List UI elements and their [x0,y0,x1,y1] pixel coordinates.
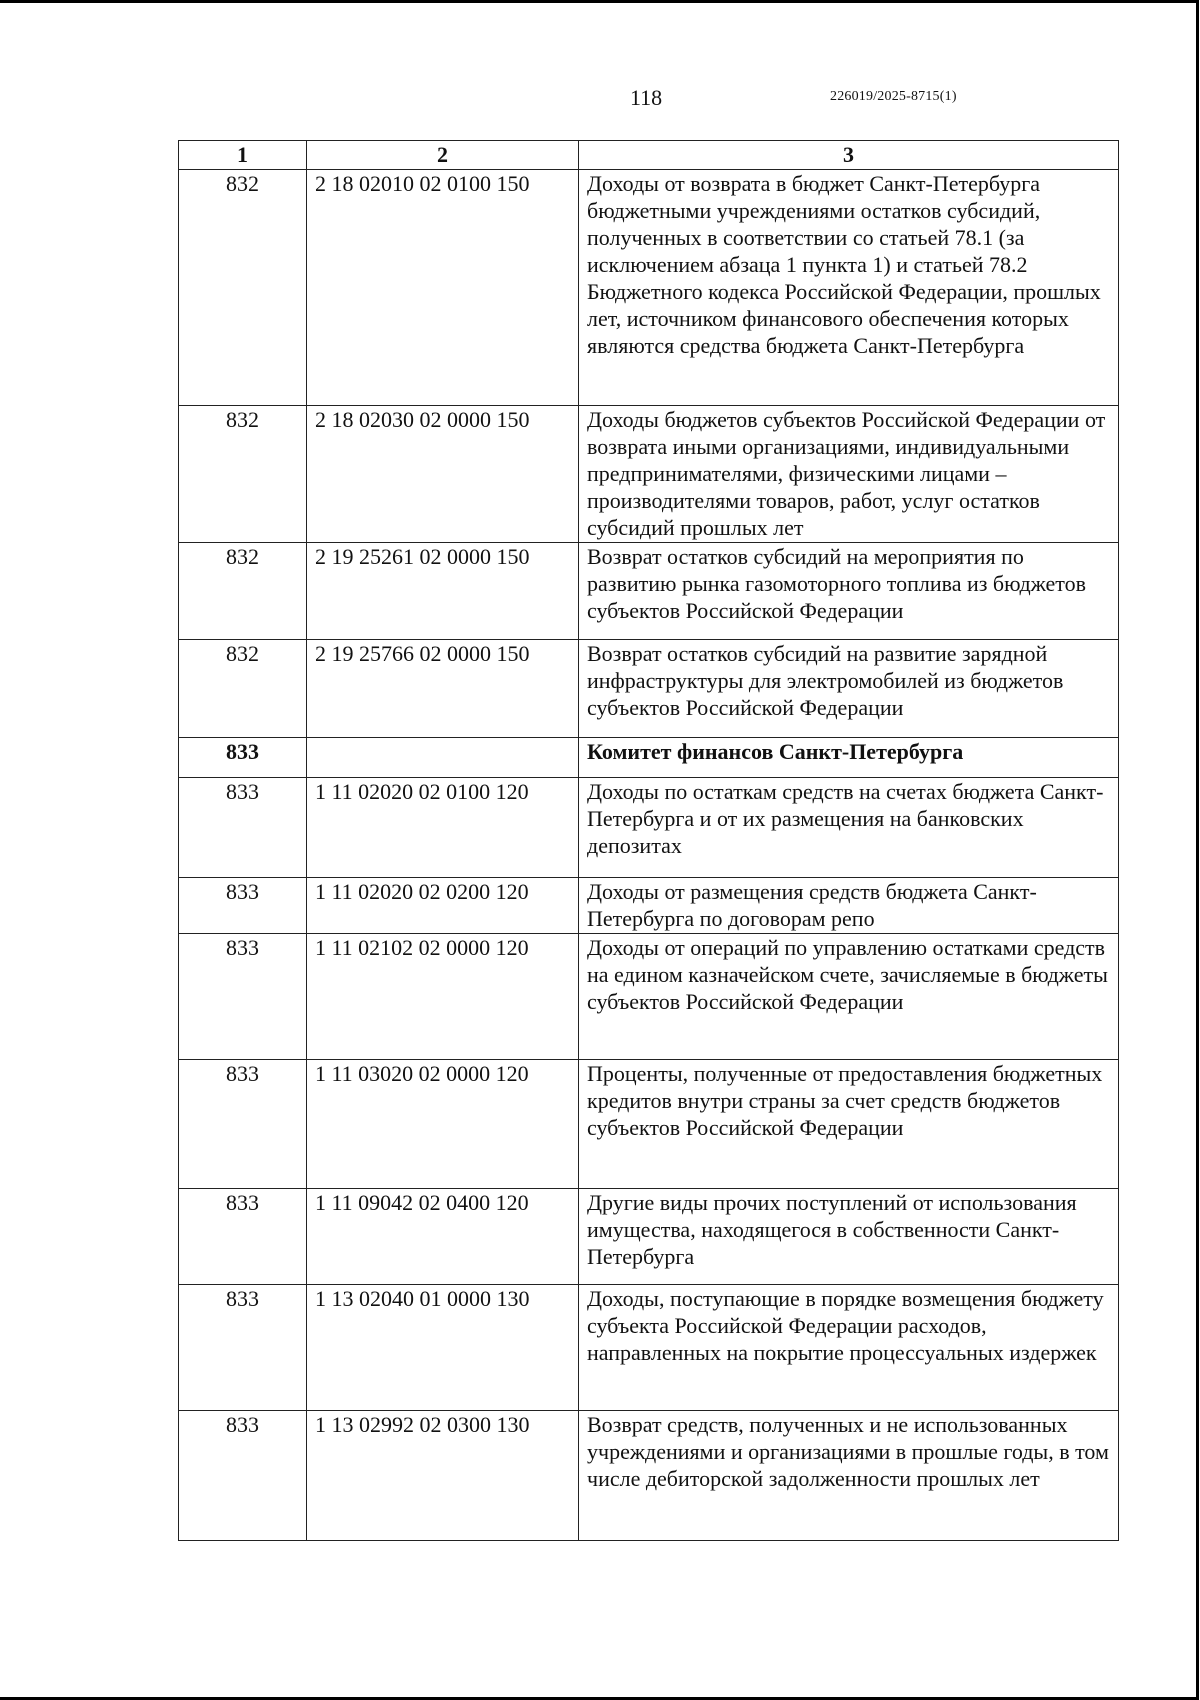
cell-budget-code: 1 13 02040 01 0000 130 [307,1285,579,1411]
cell-admin-code: 833 [179,1285,307,1411]
cell-admin-code: 832 [179,170,307,406]
cell-budget-code: 2 18 02010 02 0100 150 [307,170,579,406]
cell-budget-code: 1 11 02020 02 0200 120 [307,878,579,934]
cell-description: Возврат остатков субсидий на развитие зарядной инфраструктуры для электромобилей из бюджетов субъектов Российской Федерации [579,640,1119,738]
table-row [179,170,1119,406]
cell-description: Доходы по остаткам средств на счетах бюджета Санкт-Петербурга и от их размещения на банковских депозитах [579,778,1119,878]
table-row [179,640,1119,738]
cell-description: Доходы от размещения средств бюджета Санкт-Петербурга по договорам репо [579,878,1119,934]
cell-admin-code: 833 [179,1060,307,1189]
cell-admin-code: 833 [179,878,307,934]
cell-admin-code: 832 [179,543,307,640]
cell-budget-code: 1 11 02102 02 0000 120 [307,934,579,1060]
cell-budget-code: 2 19 25261 02 0000 150 [307,543,579,640]
table-row [179,406,1119,543]
cell-budget-code: 1 13 02992 02 0300 130 [307,1411,579,1541]
column-header-1: 1 [179,141,307,170]
column-header-3: 3 [579,141,1119,170]
table-header-row [179,141,1119,170]
cell-admin-code: 832 [179,640,307,738]
cell-description: Возврат средств, полученных и не использованных учреждениями и организациями в прошлые годы, в том числе дебиторской задолженности прошлых лет [579,1411,1119,1541]
table-row-section-heading [179,738,1119,778]
cell-budget-code: 2 19 25766 02 0000 150 [307,640,579,738]
table-row [179,1189,1119,1285]
cell-budget-code [307,738,579,778]
table-row [179,543,1119,640]
document-id: 226019/2025-8715(1) [830,89,957,104]
column-header-2: 2 [307,141,579,170]
table-row [179,1411,1119,1541]
table-row [179,1285,1119,1411]
cell-description: Другие виды прочих поступлений от использования имущества, находящегося в собственности Санкт-Петербурга [579,1189,1119,1285]
cell-admin-code: 833 [179,738,307,778]
table-row [179,934,1119,1060]
cell-admin-code: 833 [179,934,307,1060]
cell-admin-code: 833 [179,1411,307,1541]
cell-description: Проценты, полученные от предоставления бюджетных кредитов внутри страны за счет средств бюджетов субъектов Российской Федерации [579,1060,1119,1189]
cell-budget-code: 2 18 02030 02 0000 150 [307,406,579,543]
cell-admin-code: 833 [179,778,307,878]
cell-section-title: Комитет финансов Санкт-Петербурга [579,738,1119,778]
table-row [179,778,1119,878]
cell-budget-code: 1 11 02020 02 0100 120 [307,778,579,878]
cell-description: Возврат остатков субсидий на мероприятия по развитию рынка газомоторного топлива из бюджетов субъектов Российской Федерации [579,543,1119,640]
table-row [179,1060,1119,1189]
cell-description: Доходы бюджетов субъектов Российской Федерации от возврата иными организациями, индивидуальными предпринимателями, физическими лицами – производителями товаров, работ, услуг остатков субсидий прошлых лет [579,406,1119,543]
cell-budget-code: 1 11 09042 02 0400 120 [307,1189,579,1285]
page-number: 118 [630,85,663,110]
cell-description: Доходы, поступающие в порядке возмещения бюджету субъекта Российской Федерации расходов, направленных на покрытие процессуальных издержек [579,1285,1119,1411]
cell-budget-code: 1 11 03020 02 0000 120 [307,1060,579,1189]
cell-description: Доходы от возврата в бюджет Санкт-Петербурга бюджетными учреждениями остатков субсидий, полученных в соответствии со статьей 78.1 (за исключением абзаца 1 пункта 1) и статьей 78.2 Бюджетного кодекса Российской Федерации, прошлых лет, источником финансового обеспечения которых являются средства бюджета Санкт-Петербурга [579,170,1119,406]
cell-description: Доходы от операций по управлению остатками средств на едином казначейском счете, зачисляемые в бюджеты субъектов Российской Федерации [579,934,1119,1060]
income-codes-table [178,140,1119,1541]
cell-admin-code: 833 [179,1189,307,1285]
table-row [179,878,1119,934]
cell-admin-code: 832 [179,406,307,543]
